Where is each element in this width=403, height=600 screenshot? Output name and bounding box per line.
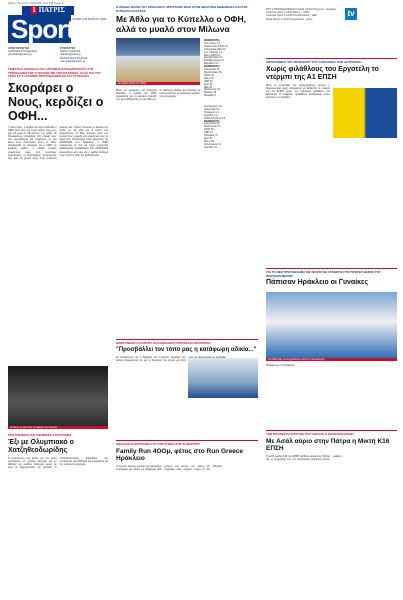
result-row: ΠΑΟΚ-Ν.Σμύρνη 3-0 [204,117,226,120]
paper-name: ΠΑΤΡΙΣ [38,6,65,14]
section-divider [116,440,258,441]
result-row: ΒΑΘΜΟΛΟΓΙΑ [204,66,220,69]
result-row: Άρης 28 [204,83,213,86]
girls-headline: Πάπισαν Ηράκλειο οι Γυναίκες [266,279,369,287]
result-row: Πανελλήνιος-ΠΑΟΚ 3-0 [204,45,228,48]
volleyball-photo-caption: Η ομάδα βόλεϊ του ΟΦΗ [116,82,200,85]
editor-email: papadakis@patris.gr [8,53,32,57]
result-row: ΟΦΗ 44 [204,132,213,135]
editors-box [8,47,108,63]
result-row: Ολυμπιακός 57 [204,69,220,72]
run-headline: Family Run 4ΟΟμ, φέτος στο Run Greece Ηράκλειο [116,447,244,463]
girls-article [266,271,397,287]
print-slug: Patris_Sport.fm 7/3/2025 4:21 PM Page 8 [8,1,64,5]
result-row: ΑΕΚ 25 [204,86,212,89]
lead-photo [8,366,108,426]
result-row: Άρης 30 [204,137,213,140]
editor-name: ΝΙΚΟΣ ΛΑΡΑΚΗΣ [60,50,81,54]
tv-icon: tv [345,8,357,20]
ergotelis-headline: Χωρίς φιλάθλους του Εργοτέλη το ντέρμπι της Α1 ΕΠΣΗ [266,65,379,81]
standings-title: ΒΑΘΜΟΛΟΓΙΑ [204,40,220,42]
result-row: Τόκιο Λαγού 3-1 [204,42,221,45]
paper-number: 1 [32,6,36,14]
volleyball-kicker: Η ΟΜΑΔΑ ΒΟΛΕΪ ΤΟΥ ΗΡΑΚΛΕΙΟΥ ΧΡΗΣΤΑΙΟΣ ΜΑΖΙ ΣΤΗΝ ΑΘΛΗΤΙΚΗ ΕΒΔΟΜΑΔΑ ΚΑΙ ΣΤΟ ΚΥΠΕΛΛΟ ΕΛΛΑΔΑΣ [116,5,248,13]
girls-photo-caption: Οι αθλήτριες σε στιγμιότυπο από την προπόνηση [266,358,397,361]
tv-row: Cosmote Sport 3 21:00 Παναθηναϊκός - ΑΕΚ [266,14,318,18]
lead-headline: Σκοράρει ο Νους, κερδίζει ο ΟΦΗ... [8,80,104,123]
section-divider [266,58,397,59]
result-row: Μίλων 40 [204,77,214,80]
newspaper-page [8,1,397,594]
result-row: Κόρινθος 13 [204,146,217,149]
wrestling-kicker: ΣΤΙΣ ΠΑΙΔΙΚΕΣ ΚΑΙ ΕΦΗΒΙΚΕΣ ΚΑΤΗΓΟΡΙΕΣ [8,433,72,437]
tv-row: Cosmote Sport 1 18:00 Μίλων - ΟΦΗ [266,11,309,15]
result-row: Πανελλήνιος 20 [204,89,220,92]
k16-article [266,433,397,593]
editor-name: ΜΑΝΟΣ ΜΑΓΓΕΛΑΚΗΣ [60,56,88,60]
result-row: Πανελλήνιος 57 [204,126,220,129]
event-photo [188,358,258,398]
tv-listings [266,8,343,56]
result-row: Παναθηναϊκός 3-0 [204,57,223,60]
ergotelis-article [266,61,397,234]
section-divider [116,339,258,340]
result-row: Μίλων 28 [204,140,214,143]
wrestling-article [8,434,108,589]
ergotelis-kicker: ΑΝΑΚΟΙΝΩΣΗ ΤΟΥ ΠΡΟΕΔΡΟΥ ΤΟΥ ΑΠΟΛΛΩΝΑ ΤΩΝ «ΚΙΤΡΙΝΩΝ» [266,60,362,64]
result-row: Ολυμπιακός 62 [204,123,220,126]
editor-role: ΑΡΧΙΣΥΝΤΑΚΤΗΣ [8,47,30,50]
result-row: ΠΑΟΚ 44 [204,74,214,77]
k16-kicker: ΤΗΝ ΠΡΟΣΘΕΤΗ ΕΠΙΤΥΧΙΑ ΠΟΥ ΕΒΓΑΛΕ Η ΗΡΑΚΛΕΙΟ ΒΟΛΕΪ [266,432,354,436]
lead-photo-caption: Ο Νους σε μία από τις φάσεις του αγώνα [8,426,108,429]
result-row: Παναθηναϊκός 52 [204,71,222,74]
club-crests-photo [333,88,397,138]
issue-date: ΤΕΤΑΡΤΗ 26 ΜΑΡΤΙΟΥ 2025 [72,18,106,21]
girls-tag: Ηράκλειο με τη Ηράκλειος [266,364,295,367]
lead-body: Τ ρίτος Νους, η ομάδα του είναι ανέλπιδα ο ΟΦΗ μετά από την εκτός έδρας νίκη, ενώ έχει 21 γκολ σε 28 αγώνες της σεζόν. Οι Ηρακλειώτες συνεχίζουν την πορεία τους στο πρωτάθλημα και στοχεύουν σε μια θέση στην ευρωπαϊκή ζώνη. Ο Νους εξακολουθεί να σκοράρει και ο ΟΦΗ να κερδίζει, καθώς η ομάδα μετράει σημαντικές νίκες στις τελευταίες αγωνιστικές. Ο Πορτογάλος προπονητής έχει βρει τη χρυσή τομή στην επιθετική γραμμή και ο Νους αποτελεί το βασικό του όπλο, με 14 γκολ και 6 ασίστ στη διοργάνωση. Ο ίδιος δήλωσε μετά τον αγώνα πως η ομάδα έχει χημεία και πως το κλίμα στα αποδυτήρια είναι εξαιρετικό. Σε 20/03/2025 στο Ηράκλειο, ο ΟΦΗ επικράτησε με 2-0 και πήρε σημαντικό βαθμολογικό προβάδισμα. Στις 23/03/2025 ακολούθησε νέα νίκη και η ομάδα ανέβηκε στην πέμπτη θέση της βαθμολογίας. [8,125,108,160]
section-divider [266,430,397,431]
result-row: Κυπελλούχος 3-0 [204,106,222,108]
editor-email: nlarakis@patris.gr [60,53,81,57]
wrestling-headline: Έξι με Ολυμπιακό ο Χατζηθεοδωρίδης [8,438,74,454]
volleyball-photo [116,38,200,82]
volleyball-article [116,6,258,34]
tv-row: Nova Sports 2 20:30 Ολυμπιακός - Άρης [266,17,313,21]
result-row: Μίλων-ΟΦΗ 3-1 [204,54,221,57]
wrestling-body: Η προπόνηση του Κρήτη για την πάλη συνεχίζεται με μεγάλη επιτυχία και οι αθλητές της ομάδας παίρνουν μέρος σε όλες τις διοργανώσεις της χρονιάς. Ο Χατζηθεοδωρίδης διακρίθηκε στο πανελλήνιο πρωτάθλημα και ετοιμάζεται για την επόμενη πρόκληση. [8,456,108,469]
lead-kicker: ΓΕΜΑΤΟ Η ΕΠΙΔΕΙΞΗ ΤΟΥ ΑΡΤΕΜΗΣ ΠΑΠΑΔΟΠΟΥΛΟΥ ΣΤΙΣ ΤΡΙΒΟΛΑΔΕΣ ΤΗΣ ΚΥΡΙΑΚΗΣ ΜΕ ΤΟΝ ΠΛΑΤΑΝΙΑ, ΑΛΛΑ ΚΑΙ ΤΟΥ ΓΚΟΛ ΣΕ 21 ΑΓΩΝΕΣ ΠΡΩΤΑΘΛΗΜΑΤΟΣ ΚΑΙ ΚΥΠΕΛΛΟΥ [8,67,102,79]
tv-row: ΕΡΤ 1 ΠΡΩΤΑΘΛΗΜΑ ΕΛΛΑΔΑΣ 19:00 Ν.Σμύρνη - Ηρακλής [266,8,337,11]
results-column-1 [204,40,258,98]
editor-role: ΣΥΝΤΑΚΤΕΣ [60,47,76,50]
volleyball-headline: Με Άθλο για το Κύπελλο ο ΟΦΗ, αλλά το μυαλό στον Μίλωνα [116,14,247,34]
girls-photo [266,292,397,358]
event-kicker: ΔΙΟΡΓΑΝΩΣΗ ΣΥΛΛΟΓΟΥ ΠΑΛΑΙΜΑΧΩΝ ΠΑΤΡΩΝ ΚΑΙ ΟΡΟΣΕΙΡΑΣ [116,341,211,345]
run-article [116,443,258,599]
editor-email: mangelakis@patris.gr [60,59,86,63]
girls-kicker: ΓΙΑ ΤΟ ΝΕΟ ΠΡΩΤΑΘΛΗΜΑ ΜΕ ΣΚΟΠΟ ΝΑ ΣΤΑΘΟΥΝ ΣΤΙΣ ΠΡΩΤΕΣ ΘΕΣΕΙΣ ΤΟΥ ΠΡΩΤΑΘΛΗΜΑΤΟΣ [266,270,381,278]
event-headline: "Προσβάλλει τον τόπο μας η κατάφωρη αδικία..." [116,346,257,353]
masthead [8,6,108,48]
run-kicker: ΑΝΟΙΞΑΝ ΟΙ ΕΓΓΡΑΦΕΣ ΓΙΑ ΤΟΝ ΑΓΩΝΑ ΣΤΙΣ 30 ΜΑΡΤΙΟΥ [116,442,201,446]
result-row: ΒΑΘΜΟΛΟΓΙΑ [204,120,220,123]
result-row: ΠΑΟΚ 50 [204,129,214,132]
ergotelis-body: Μετά τα επεισόδια του προηγούμενου αγώνα, η διοργανώτρια αρχή αποφάσισε να διεξαχθεί το ντέρμπι της Α1 ΕΠΣΗ χωρίς την παρουσία φιλάθλων του Εργοτέλη. Η απόφαση προκάλεσε αντιδράσεις στους κόλπους των οπαδών. [266,83,330,99]
result-row: Α.Ο. Ηρακλής 1-3 [204,51,223,54]
result-row: Ηρακλής 15 [204,92,217,95]
result-row: Κυπελλούχος 21 [204,143,221,146]
section-divider [266,268,397,269]
results-column-2 [204,106,258,150]
result-row: Ολυμπιακός-ΑΕΚ 3-2 [204,48,226,51]
run-body: Ο αγώνας δρόμου για όλη την οικογένεια επιστρέφει και φέτος με διαδρομή 400 μέτρων στο κέντρο της πόλης. Οι εγγραφές είναι ανοιχτές μέχρι τις 28 Μαρτίου. [116,464,223,471]
lead-article [8,68,108,350]
editor-name: ΑΝΤΩΝΗΣ ΠΑΠΑΔΑΚΗΣ [8,50,38,54]
result-row: Φλοίσβος 9 [204,95,216,98]
k16-body: Η μικτή ομάδα Κ16 της ΕΠΣΗ ταξιδεύει αύριο στην Πάτρα για τη συμμετοχή της στο πανελλήνιο τουρνουά μικτών ομάδων. [266,454,343,461]
volleyball-body: Μετά την πρόκριση στο Κύπελλο Ελλάδας, η ομάδα του ΟΦΗ ετοιμάζεται για το κρίσιμο παιχνίδι του πρωταθλήματος με τον Μίλωνα. Οι παίκτριες έδειξαν ότι μπορούν να ανταγωνιστούν τις καλύτερες ομάδες της κατηγορίας. [116,89,200,102]
result-row: Αθηναϊκός 0-3 [204,63,219,66]
result-row: Ηλυσιακός 37 [204,135,218,138]
k16-headline: Με Ασάλ αύριο στην Πάτρα η Μικτή Κ16 ΕΠΣΗ [266,437,390,453]
event-body: Σε ανακοίνωσή της η διοίκηση του συλλόγου εκφράζει την έντονη διαμαρτυρία της για τη διαιτησία του αγώνα και ζητά [116,355,186,362]
result-row: Κόρινθος 3-2 [204,114,218,117]
result-row: Ολυμπιάδα 3-1 [204,108,220,111]
section-title: Sport [8,15,71,43]
result-row: ΟΦΗ 33 [204,80,213,83]
result-row: Φλοίσβος-Άρης 2-3 [204,60,224,63]
result-row: Ηλυσιακός 1-3 [204,111,219,114]
